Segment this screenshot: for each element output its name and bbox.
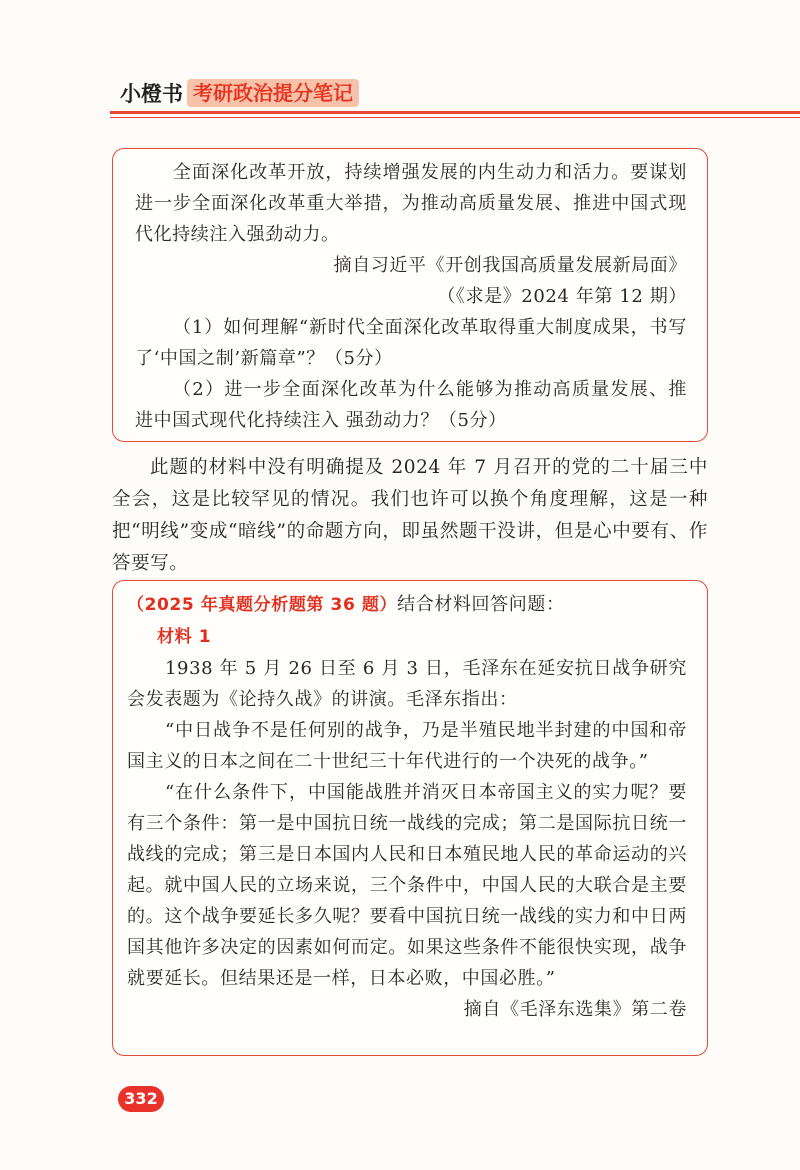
exam-question-title: （2025 年真题分析题第 36 题） (127, 595, 398, 615)
material-source: 摘自《毛泽东选集》第二卷 (463, 999, 687, 1020)
question-1: （1）如何理解“新时代全面深化改革取得重大制度成果，书写了‘中国之制’新篇章”？（5分） (135, 317, 687, 369)
quote-source-journal: （《求是》2024 年第 12 期） (437, 286, 687, 307)
material-paragraph-3: “在什么条件下，中国能战胜并消灭日本帝国主义的实力呢？要有三个条件：第一是中国抗日统一战线的完成；第二是国际抗日统一战线的完成；第三是日本国内人民和日本殖民地人民的革命运动的兴起。就中国人民的立场来说，三个条件中，中国人民的大联合是主要的。这个战争要延长多久呢？要看中国抗日统一战线的实力和中日两国其他许多决定的因素如何而定。如果这些条件不能很快实现，战争就要延长。但结果还是一样，日本必败，中国必胜。” (127, 782, 687, 989)
quote-source: 摘自习近平《开创我国高质量发展新局面》 (333, 255, 687, 276)
running-header (120, 76, 359, 110)
material-box-exam (112, 580, 708, 1056)
quote-text: 全面深化改革开放，持续增强发展的内生动力和活力。要谋划进一步全面深化改革重大举措，为推动高质量发展、推进中国式现代化持续注入强劲动力。 (135, 162, 687, 245)
commentary (112, 452, 708, 580)
material-paragraph-2: “中日战争不是任何别的战争，乃是半殖民地半封建的中国和帝国主义的日本之间在二十世纪三十年代进行的一个决死的战争。” (127, 720, 687, 772)
book-subtitle: 考研政治提分笔记 (187, 79, 359, 107)
exam-question-instruction: 结合材料回答问题： (397, 594, 565, 615)
page-number-badge: 332 (118, 1086, 164, 1112)
header-rule-thin (110, 117, 800, 118)
commentary-paragraph: 此题的材料中没有明确提及 2024 年 7 月召开的党的二十届三中全会，这是比较罕见的情况。我们也许可以换个角度理解，这是一种把“明线”变成“暗线”的命题方向，即虽然题干没讲，但是心中要有、作答要写。 (112, 457, 708, 574)
material-paragraph-1: 1938 年 5 月 26 日至 6 月 3 日，毛泽东在延安抗日战争研究会发表题为《论持久战》的讲演。毛泽东指出： (127, 658, 687, 710)
material-box-quote (112, 148, 708, 442)
header-rule-thick (110, 111, 800, 114)
material-title: 材料 1 (157, 627, 212, 647)
brand-title: 小橙书 (120, 82, 183, 106)
exam-question-line (127, 589, 687, 621)
question-2: （2）进一步全面深化改革为什么能够为推动高质量发展、推进中国式现代化持续注入 强劲动力？（5分） (135, 379, 687, 431)
